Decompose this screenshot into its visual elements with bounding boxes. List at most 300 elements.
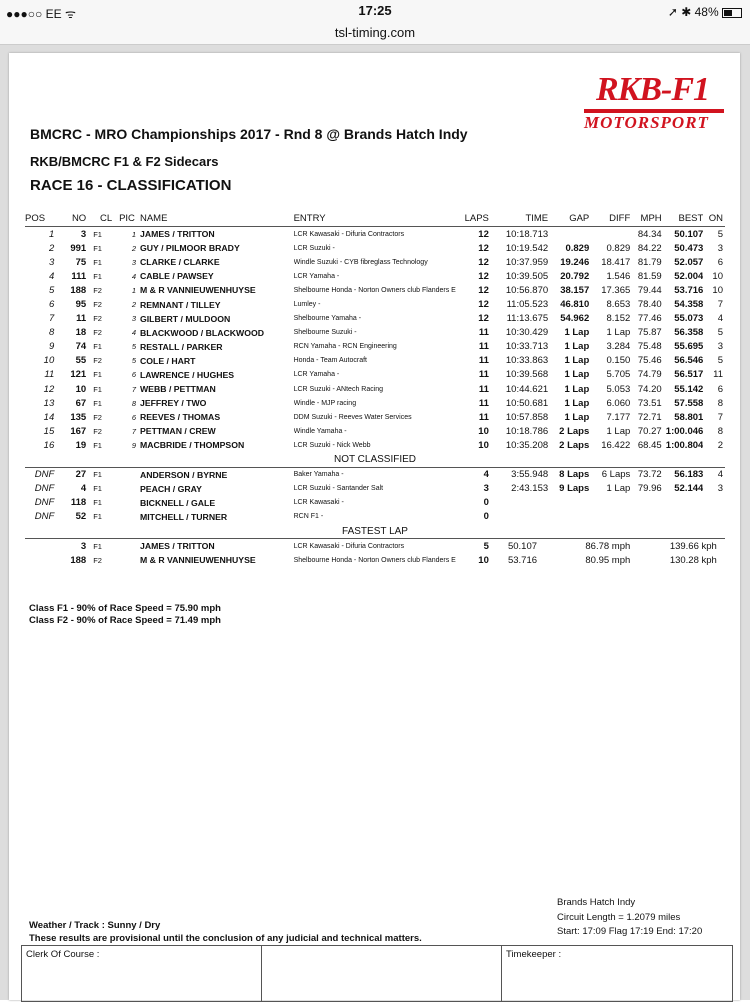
laps-cell: 4	[483, 469, 489, 481]
on-cell: 4	[717, 313, 723, 325]
laps-cell: 10	[478, 425, 489, 437]
name-cell: WEBB / PETTMAN	[139, 384, 216, 395]
on-cell: 3	[717, 483, 723, 495]
entry-cell: LCR Kawasaki - Difuria Contractors	[293, 230, 405, 238]
diff-cell: 18.417	[601, 256, 631, 268]
pic-cell: 7	[131, 384, 136, 394]
table-row	[25, 241, 725, 255]
gap-cell	[548, 227, 589, 242]
time-cell: 10:18.786	[505, 425, 549, 437]
diff-cell: 16.422	[601, 439, 631, 451]
number-cell: 167	[70, 425, 87, 437]
timekeeper-cell: Timekeeper :	[506, 949, 562, 960]
time-cell	[497, 510, 548, 524]
pos-cell: 7	[48, 313, 55, 325]
best-cell: 56.546	[674, 355, 704, 367]
gap-cell: 1 Lap	[564, 369, 590, 381]
mph-cell: 75.46	[637, 355, 662, 367]
number-cell: 991	[70, 242, 87, 254]
mph-cell: 73.72	[637, 469, 662, 481]
fastest-lap-heading: FASTEST LAP	[25, 524, 725, 539]
logo-title: RKB-F1	[596, 71, 710, 108]
col-mph: MPH	[630, 211, 661, 227]
class-cell: F1	[93, 257, 102, 267]
signature-box	[21, 945, 733, 1002]
time-cell: 10:33.713	[505, 341, 549, 353]
pos-cell: DNF	[34, 483, 55, 495]
name-cell: REEVES / THOMAS	[139, 412, 221, 423]
entry-cell: DDM Suzuki - Reeves Water Services	[293, 413, 412, 421]
diff-cell: 1 Lap	[606, 425, 631, 437]
laps-cell: 12	[478, 284, 489, 296]
table-row	[25, 340, 725, 354]
mph-cell: 68.45	[637, 439, 662, 451]
mph-cell: 75.48	[637, 341, 662, 353]
class-cell: F1	[93, 243, 102, 253]
best-cell	[662, 510, 704, 524]
table-row	[25, 269, 725, 283]
diff-cell: 6 Laps	[601, 469, 631, 481]
col-gap: GAP	[548, 211, 589, 227]
name-cell: CABLE / PAWSEY	[139, 271, 214, 282]
diff-cell	[589, 510, 630, 524]
number-cell: 188	[70, 284, 87, 296]
gap-cell: 19.246	[560, 256, 590, 268]
mph-cell	[630, 496, 661, 510]
mph-cell: 84.34	[637, 228, 662, 240]
diff-cell	[589, 227, 630, 242]
on-cell: 10	[712, 284, 723, 296]
time-cell: 10:19.542	[505, 242, 549, 254]
mph-cell: 77.46	[637, 313, 662, 325]
diff-cell: 0.829	[606, 242, 631, 254]
signature-cell-blank	[262, 946, 502, 1001]
pic-cell	[119, 510, 140, 524]
time-cell: 3:55.948	[511, 469, 549, 481]
pos-cell: 15	[43, 425, 55, 437]
bluetooth-icon: ✱	[681, 5, 692, 19]
signal-indicator: ●●●○○ EE ᯤ	[6, 7, 76, 21]
mph-cell: 79.96	[637, 483, 662, 495]
document-viewer[interactable]	[0, 45, 750, 1000]
mph-cell: 70.27	[637, 425, 662, 437]
pos-cell: 4	[48, 270, 55, 282]
entry-cell: Honda - Team Autocraft	[293, 357, 368, 365]
mph-cell: 80.95 mph	[585, 554, 631, 566]
entry-cell: RCN F1 -	[293, 513, 324, 521]
table-row	[25, 382, 725, 396]
entry-cell: Baker Yamaha -	[293, 471, 344, 479]
time-cell: 10:57.858	[505, 411, 549, 423]
pic-cell	[119, 496, 140, 510]
gap-cell: 1 Lap	[564, 383, 590, 395]
gap-cell: 2 Laps	[559, 439, 590, 451]
best-cell: 52.144	[674, 483, 704, 495]
entry-cell: Shelbourne Honda - Norton Owners club Flanders E	[293, 286, 456, 294]
table-row	[25, 467, 725, 482]
mph-cell: 81.59	[637, 270, 662, 282]
name-cell: PETTMAN / CREW	[139, 426, 216, 437]
name-cell: GILBERT / MULDOON	[139, 313, 231, 324]
table-row	[25, 227, 725, 242]
pic-cell: 8	[131, 398, 136, 408]
pos-cell: DNF	[34, 511, 55, 523]
table-row	[25, 424, 725, 438]
mph-cell	[630, 510, 661, 524]
col-cl: CL	[90, 211, 119, 227]
class-speed-notes	[29, 603, 221, 627]
battery-percent: 48%	[694, 5, 719, 19]
laps-cell: 10	[478, 439, 489, 451]
blank-cell	[630, 539, 661, 554]
diff-cell: 1 Lap	[606, 327, 631, 339]
pos-cell: 3	[48, 256, 55, 268]
entry-cell: LCR Suzuki -	[293, 244, 335, 252]
mph-cell: 84.22	[637, 242, 662, 254]
kph-cell: 139.66 kph	[669, 540, 717, 552]
gap-cell: 1 Lap	[564, 355, 590, 367]
clock: 17:25	[358, 3, 392, 18]
best-cell: 58.801	[674, 411, 704, 423]
number-cell: 67	[75, 397, 87, 409]
time-cell: 10:30.429	[505, 327, 549, 339]
entry-cell: LCR Kawasaki -	[293, 499, 344, 507]
pos-cell: 10	[43, 355, 55, 367]
on-cell: 5	[717, 228, 723, 240]
table-row	[25, 510, 725, 524]
laps-cell: 12	[478, 242, 489, 254]
name-cell: M & R VANNIEUWENHUYSE	[139, 555, 256, 566]
table-row	[25, 368, 725, 382]
col-on: ON	[703, 211, 725, 227]
best-cell: 56.517	[674, 369, 704, 381]
diff-cell: 3.284	[606, 341, 631, 353]
time-cell	[497, 496, 548, 510]
kph-cell: 130.28 kph	[669, 554, 717, 566]
gap-cell: 20.792	[560, 270, 590, 282]
name-cell: JEFFREY / TWO	[139, 398, 207, 409]
name-cell: BICKNELL / GALE	[139, 497, 216, 508]
on-cell: 10	[712, 270, 723, 282]
pos-cell: 6	[48, 299, 55, 311]
gap-cell: 54.962	[560, 313, 590, 325]
laps-cell: 11	[478, 327, 489, 339]
wifi-icon: ᯤ	[64, 7, 76, 21]
table-row	[25, 326, 725, 340]
class-cell: F1	[93, 512, 102, 522]
gap-cell: 9 Laps	[559, 483, 590, 495]
best-cell: 53.716	[674, 284, 704, 296]
url-bar[interactable]: tsl-timing.com	[0, 24, 750, 45]
on-cell: 3	[717, 242, 723, 254]
name-cell: ANDERSON / BYRNE	[139, 469, 228, 480]
name-cell: JAMES / TRITTON	[139, 229, 215, 240]
class-cell: F1	[93, 498, 102, 508]
best-cell: 56.183	[674, 469, 704, 481]
time-cell: 10:56.870	[505, 284, 549, 296]
pic-cell: 6	[131, 370, 136, 380]
circuit-length: Circuit Length = 1.2079 miles	[557, 911, 681, 923]
class-cell: F2	[93, 314, 102, 324]
class-cell: F1	[93, 271, 102, 281]
pic-cell	[119, 482, 140, 496]
pic-cell: 1	[131, 229, 136, 239]
mph-cell: 73.51	[637, 397, 662, 409]
mph-cell: 78.40	[637, 299, 662, 311]
class-cell: F2	[93, 300, 102, 310]
gap-cell: 38.157	[560, 284, 590, 296]
mph-cell: 74.20	[637, 383, 662, 395]
number-cell: 3	[80, 540, 87, 552]
number-cell: 3	[80, 228, 87, 240]
table-row	[25, 496, 725, 510]
number-cell: 11	[76, 313, 87, 325]
laps-cell: 0	[483, 511, 489, 523]
entry-cell: Shelbourne Suzuki -	[293, 329, 357, 337]
class-cell: F1	[93, 229, 102, 239]
entry-cell: LCR Yamaha -	[293, 272, 340, 280]
on-cell: 11	[713, 369, 723, 381]
diff-cell: 7.177	[606, 411, 631, 423]
time-cell: 10:37.959	[505, 256, 549, 268]
entry-cell: LCR Suzuki - ANtech Racing	[293, 385, 384, 393]
pos-cell: 9	[48, 341, 55, 353]
name-cell: BLACKWOOD / BLACKWOOD	[139, 327, 265, 338]
number-cell: 111	[71, 270, 87, 282]
table-header	[25, 211, 725, 227]
on-cell	[703, 496, 725, 510]
pic-cell	[119, 539, 140, 554]
weather-info	[29, 920, 422, 945]
best-cell: 55.142	[674, 383, 704, 395]
number-cell: 74	[75, 341, 87, 353]
class-cell: F1	[93, 470, 102, 480]
best-cell: 55.695	[674, 341, 704, 353]
pos-cell: 1	[48, 228, 55, 240]
time-cell: 10:33.863	[505, 355, 549, 367]
pos-cell	[25, 539, 57, 554]
class-f2-note: Class F2 - 90% of Race Speed = 71.49 mph	[29, 615, 221, 626]
on-cell: 5	[717, 327, 723, 339]
class-cell: F1	[93, 440, 102, 450]
gap-cell: 2 Laps	[559, 425, 590, 437]
entry-cell: LCR Yamaha -	[293, 371, 340, 379]
pic-cell	[119, 553, 140, 567]
pic-cell: 4	[131, 271, 136, 281]
diff-cell	[589, 496, 630, 510]
pos-cell: 12	[43, 383, 55, 395]
gap-cell: 1 Lap	[564, 327, 590, 339]
best-cell	[662, 496, 704, 510]
logo-subtitle: MOTORSPORT	[584, 113, 709, 132]
number-cell: 52	[75, 511, 87, 523]
number-cell: 4	[80, 483, 87, 495]
lap-on-cell: 5	[483, 540, 489, 552]
name-cell: CLARKE / CLARKE	[139, 257, 220, 268]
on-cell: 7	[717, 411, 723, 423]
entry-cell: Shelbourne Honda - Norton Owners club Flanders E	[293, 556, 456, 564]
class-cell: F2	[93, 328, 102, 338]
laps-cell: 11	[478, 397, 489, 409]
class-cell: F2	[93, 426, 102, 436]
pos-cell: 14	[43, 411, 55, 423]
mph-cell: 79.44	[637, 284, 662, 296]
col-entry: ENTRY	[294, 211, 463, 227]
class-cell: F2	[93, 555, 102, 565]
time-cell: 10:39.568	[505, 369, 549, 381]
best-cell: 57.558	[674, 397, 704, 409]
best-cell: 1:00.804	[665, 439, 704, 451]
circuit-name: Brands Hatch Indy	[557, 897, 636, 908]
laps-cell: 11	[478, 355, 489, 367]
pic-cell: 5	[131, 342, 136, 352]
table-row	[25, 255, 725, 269]
time-cell: 10:39.505	[505, 270, 549, 282]
col-laps: LAPS	[463, 211, 497, 227]
diff-cell: 5.053	[606, 383, 631, 395]
col-pos: POS	[25, 211, 57, 227]
weather-track: Weather / Track : Sunny / Dry	[29, 920, 161, 931]
best-cell: 55.073	[674, 313, 704, 325]
table-row	[25, 354, 725, 368]
class-cell: F2	[93, 285, 102, 295]
diff-cell: 5.705	[606, 369, 631, 381]
table-row	[25, 410, 725, 424]
time-cell: 10:35.208	[505, 439, 549, 451]
number-cell: 18	[75, 327, 87, 339]
best-cell: 54.358	[674, 299, 704, 311]
pic-cell: 7	[131, 426, 136, 436]
name-cell: M & R VANNIEUWENHUYSE	[139, 285, 256, 296]
number-cell: 27	[75, 469, 87, 481]
name-cell: MACBRIDE / THOMPSON	[139, 440, 245, 451]
number-cell: 10	[75, 383, 87, 395]
status-right	[668, 5, 742, 19]
on-cell: 7	[717, 299, 723, 311]
on-cell: 2	[717, 439, 723, 451]
pos-cell: DNF	[34, 469, 55, 481]
pic-cell: 5	[131, 356, 136, 366]
on-cell: 8	[717, 425, 723, 437]
gap-cell	[548, 496, 589, 510]
name-cell: MITCHELL / TURNER	[139, 511, 228, 522]
entry-cell: Windle - MJP racing	[293, 399, 357, 407]
race-title: RACE 16 - CLASSIFICATION	[30, 177, 232, 194]
col-name: NAME	[140, 211, 294, 227]
table-row	[25, 438, 725, 452]
mph-cell: 81.79	[637, 256, 662, 268]
pos-cell: 13	[43, 397, 55, 409]
on-cell: 3	[717, 341, 723, 353]
pic-cell: 1	[131, 285, 136, 295]
col-no: NO	[57, 211, 90, 227]
col-diff: DIFF	[589, 211, 630, 227]
not-classified-heading: NOT CLASSIFIED	[25, 453, 725, 468]
laps-cell: 12	[478, 299, 489, 311]
time-cell: 10:18.713	[505, 228, 549, 240]
entry-cell: LCR Suzuki - Nick Webb	[293, 441, 371, 449]
number-cell: 121	[70, 369, 87, 381]
time-cell: 10:44.621	[505, 383, 549, 395]
diff-cell: 6.060	[606, 397, 631, 409]
fastest-lap-row	[25, 553, 725, 567]
entry-cell: LCR Suzuki - Santander Salt	[293, 485, 384, 493]
table-row	[25, 312, 725, 326]
mph-cell: 72.71	[637, 411, 662, 423]
entry-cell: LCR Kawasaki - Difuria Contractors	[293, 542, 405, 550]
name-cell: LAWRENCE / HUGHES	[139, 369, 235, 380]
name-cell: RESTALL / PARKER	[139, 341, 223, 352]
pos-cell: 5	[48, 284, 55, 296]
table-row	[25, 283, 725, 297]
pic-cell: 3	[131, 257, 136, 267]
time-cell: 11:13.675	[506, 313, 549, 325]
pic-cell: 2	[131, 243, 136, 253]
time-cell: 2:43.153	[511, 483, 549, 495]
championship-title: BMCRC - MRO Championships 2017 - Rnd 8 @ Brands Hatch Indy	[30, 126, 468, 142]
pos-cell: 11	[44, 369, 55, 381]
time-cell: 10:50.681	[505, 397, 549, 409]
class-cell: F2	[93, 412, 102, 422]
clerk-of-course-cell: Clerk Of Course :	[22, 946, 262, 1001]
table-row	[25, 297, 725, 311]
diff-cell: 8.653	[606, 299, 631, 311]
laps-cell: 12	[478, 228, 489, 240]
entry-cell: Shelbourne Yamaha -	[293, 315, 362, 323]
status-bar	[0, 0, 750, 24]
mph-cell: 74.79	[637, 369, 662, 381]
number-cell: 55	[75, 355, 87, 367]
pos-cell: 8	[48, 327, 55, 339]
gap-cell: 8 Laps	[559, 469, 590, 481]
name-cell: PEACH / GRAY	[139, 483, 202, 494]
laps-cell: 12	[478, 256, 489, 268]
col-best: BEST	[662, 211, 704, 227]
name-cell: GUY / PILMOOR BRADY	[139, 243, 240, 254]
diff-cell: 1 Lap	[606, 483, 631, 495]
pic-cell: 6	[131, 412, 136, 422]
rkb-f1-logo	[574, 71, 734, 141]
best-cell: 52.057	[674, 256, 704, 268]
gap-cell: 1 Lap	[564, 341, 590, 353]
pic-cell: 2	[131, 300, 136, 310]
laps-cell: 11	[478, 411, 489, 423]
circuit-info	[557, 896, 702, 940]
laptime-cell: 53.716	[507, 554, 538, 566]
gap-cell	[548, 510, 589, 524]
diff-cell: 1.546	[606, 270, 631, 282]
laptime-cell: 50.107	[507, 540, 538, 552]
name-cell: COLE / HART	[139, 355, 196, 366]
number-cell: 75	[75, 256, 87, 268]
best-cell: 1:00.046	[665, 425, 704, 437]
name-cell: JAMES / TRITTON	[139, 541, 215, 552]
pos-cell	[25, 553, 57, 567]
laps-cell: 11	[478, 369, 489, 381]
pos-cell: 16	[43, 439, 55, 451]
diff-cell: 0.150	[606, 355, 631, 367]
results-table	[25, 211, 725, 567]
number-cell: 19	[75, 439, 87, 451]
table-row	[25, 396, 725, 410]
laps-cell: 11	[478, 383, 489, 395]
on-cell: 5	[717, 355, 723, 367]
best-cell: 56.358	[674, 327, 704, 339]
number-cell: 135	[70, 411, 87, 423]
name-cell: REMNANT / TILLEY	[139, 299, 221, 310]
laps-cell: 11	[478, 341, 489, 353]
laps-cell: 12	[478, 270, 489, 282]
